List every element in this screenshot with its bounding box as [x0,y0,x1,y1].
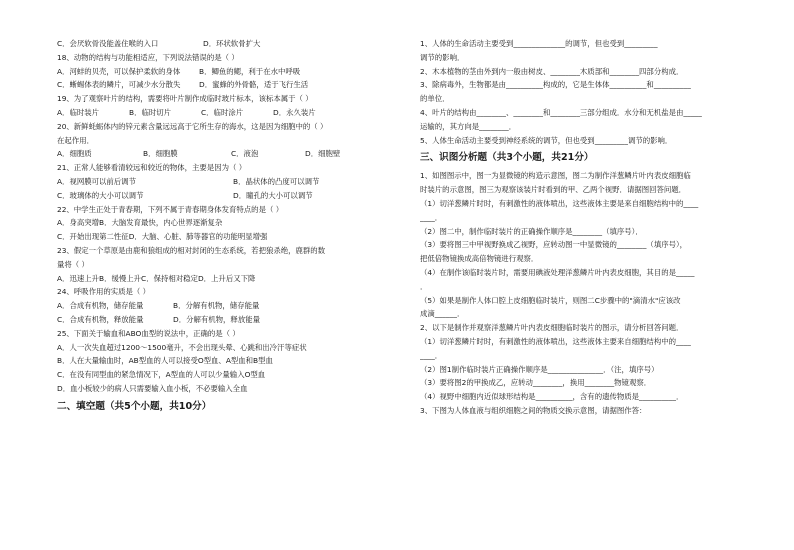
question-23-stem: 23、假定一个草原是由鹿和狼组成的相对封闭的生态系统，若把狼杀绝，鹿群的数 [57,245,326,255]
analysis-line: 1、如图图示中，图一为显微镜的构造示意图，图二为制作洋葱鳞片叶内表皮细胞临 [420,171,691,181]
option-d: D．上升后又下降 [197,273,256,283]
fill-question-4: 4、叶片的结构由________、________和________三部分组成．水分和无机盐是由_____ [420,107,702,117]
left-column [57,37,395,418]
option-c: C．保持相对稳定 [141,273,198,283]
option-d: D．大脑、心脏、肺等器官的功能明显增强 [128,232,268,242]
question-20-options [57,147,395,161]
question-19-stem: 19、为了观察叶片的结构，需要将叶片制作成临时玻片标本，该标本属于（ ） [57,94,313,104]
option-c: C．会厌软骨没能盖住喉的入口 [57,39,159,48]
analysis-line: （3）要将图2的甲换成乙，应转动________，换用________物镜观察． [420,378,652,388]
analysis-line: 时装片的示意图，图三为观察该装片时看到的甲、乙两个视野．请据图回答问题． [420,185,687,195]
option-c: C．开始出现第二性征 [57,232,129,242]
option-d: D．细胞壁 [305,149,341,159]
option-a: A．合成有机物，储存能量 [57,301,144,311]
option-d: D．永久装片 [273,107,316,117]
analysis-line: （3）要将图三中甲视野换成乙视野，应转动图一中显微镜的________（填序号）， [420,240,688,250]
analysis-line: 把低倍物镜换成高倍物镜进行观察． [420,254,539,264]
option-c: C．液泡 [231,149,259,159]
option-c: C．临时涂片 [201,107,244,117]
analysis-line: ____． [420,350,443,360]
question-25-option-d: D．血小板较少的病人只需要输入血小板，不必要输入全血 [57,383,248,393]
option-b: B．分解有机物，储存能量 [173,301,260,311]
option-c: C．合成有机物，释放能量 [57,314,144,324]
question-18-options-ab [57,65,395,79]
question-21-stem: 21、正常人能够看清较远和较近的物体，主要是因为（ ） [57,163,247,173]
option-c: C．蜥蜴体表的鳞片，可减少水分散失 [57,80,181,90]
question-22-options-cd [57,230,395,244]
question-25-stem: 25、下面关于输血和ABO血型的说法中，正确的是（ ） [57,328,240,338]
analysis-line: （1）切洋葱鳞片时时，有刺激性的液体喷出，这些液体主要是来自细胞结构中的____ [420,198,699,208]
question-23-stem-cont: 量将（ ） [57,259,89,269]
option-a: A．身高突增 [57,218,100,228]
fill-question-3: 3、除病毒外，生物都是由__________构成的，它是生体体__________和__________ [420,80,691,90]
option-d: D．环状软骨扩大 [203,39,261,48]
question-21-options-ab [57,175,395,189]
option-c: C．玻璃体的大小可以调节 [57,190,144,200]
analysis-line: （4）视野中细胞内近似球形结构是__________，含有的遗传物质是__________． [420,392,684,402]
question-23-options [57,272,395,286]
section-heading-fill-in: 二、填空题（共5个小题，共10分） [57,400,212,412]
analysis-line: （2）图二中，制作临时装片的正确操作顺序是________（填序号）． [420,226,643,236]
question-25-option-c: C．在没有同型血的紧急情况下，A型血的人可以少量输入O型血 [57,370,266,380]
option-d: D．蜜蜂的外骨骼，适于飞行生活 [199,80,309,90]
option-b: B．临时切片 [129,107,172,117]
analysis-line: 3、下图为人体血液与组织细胞之间的物质交换示意图，请据图作答： [420,405,647,415]
question-19-options [57,106,395,120]
option-d: D．分解有机物，释放能量 [173,314,260,324]
analysis-line: （4）在制作该临时装片时，需要用碘液处理洋葱鳞片叶内表皮细胞，其目的是_____ [420,267,695,277]
option-b: B．鲫鱼的鳃，利于在水中呼吸 [199,66,301,76]
fill-question-3-cont: 的单位． [420,94,450,104]
analysis-line: 成滴______． [420,309,465,319]
option-a: A．细胞质 [57,149,92,159]
analysis-line: （5）如果是制作人体口腔上皮细胞临时装片，则图二C步骤中的"滴清水"应该改 [420,295,681,305]
question-18-options-cd [57,78,395,92]
question-21-options-cd [57,189,395,203]
fill-question-1-cont: 调节的影响． [420,52,465,62]
question-24-stem: 24、呼吸作用的实质是（ ） [57,287,151,297]
option-a: A．迅速上升 [57,273,100,283]
analysis-line: ． [420,281,428,291]
option-a: A．临时装片 [57,107,100,117]
option-a: A．河蚌的贝壳，可以保护柔软的身体 [57,66,181,76]
question-25-option-a: A．人一次失血超过1200～1500毫升，不会出现头晕、心跳和出冷汗等症状 [57,342,307,352]
analysis-line: 2、以下是制作并观察洋葱鳞片叶内表皮细胞临时装片的图示，请分析回答问题． [420,323,684,333]
option-b: B．晶状体的凸度可以调节 [233,176,320,186]
analysis-line: ____． [420,212,443,222]
fill-question-1: 1、人体的生命活动主要受到______________的调节，但也受到_________ [420,39,658,48]
right-column [420,37,750,418]
question-18-stem: 18、动物的结构与功能相适应，下列说法错误的是（ ） [57,52,239,62]
fill-question-2: 2、木本植物的茎由外到内一般由树皮、________木质部和________四部分构成． [420,66,684,76]
section-heading-figure-analysis: 三、识图分析题（共3个小题，共21分） [420,152,594,164]
option-a: A．视网膜可以前后调节 [57,176,136,186]
question-20-stem-cont: 在起作用． [57,135,94,145]
question-25-option-b: B．人在大量输血时，AB型血的人可以接受O型血、A型血和B型血 [57,356,273,366]
question-20-stem: 20、新鲜蚝蛎体内的锌元素含量远远高于它所生存的海水，这是因为细胞中的（ ） [57,121,328,131]
option-b: B．细胞膜 [143,149,178,159]
option-b: B．大脑发育最快，内心世界逐渐复杂 [99,218,223,228]
fill-question-5: 5、人体生命活动主要受到神经系统的调节，但也受到_________调节的影响． [420,135,673,145]
question-22-options-ab [57,216,395,230]
analysis-line: （2）图1制作临时装片正确操作顺序是_______________．（注，填序号） [420,364,659,374]
analysis-line: （1）切洋葱鳞片时时，有刺激性的液体喷出，这些液体主要来自细胞结构中的____ [420,336,691,346]
question-24-options-cd [57,313,395,327]
question-24-options-ab [57,299,395,313]
fill-question-4-cont: 运输的，其方向是________． [420,121,517,131]
option-d: D．瞳孔的大小可以调节 [233,190,313,200]
option-b: B．缓慢上升 [99,273,142,283]
question-22-stem: 22、中学生正处于青春期，下列不属于青春期身体发育特点的是（ ） [57,204,284,214]
question-17-options-cd [57,37,395,51]
